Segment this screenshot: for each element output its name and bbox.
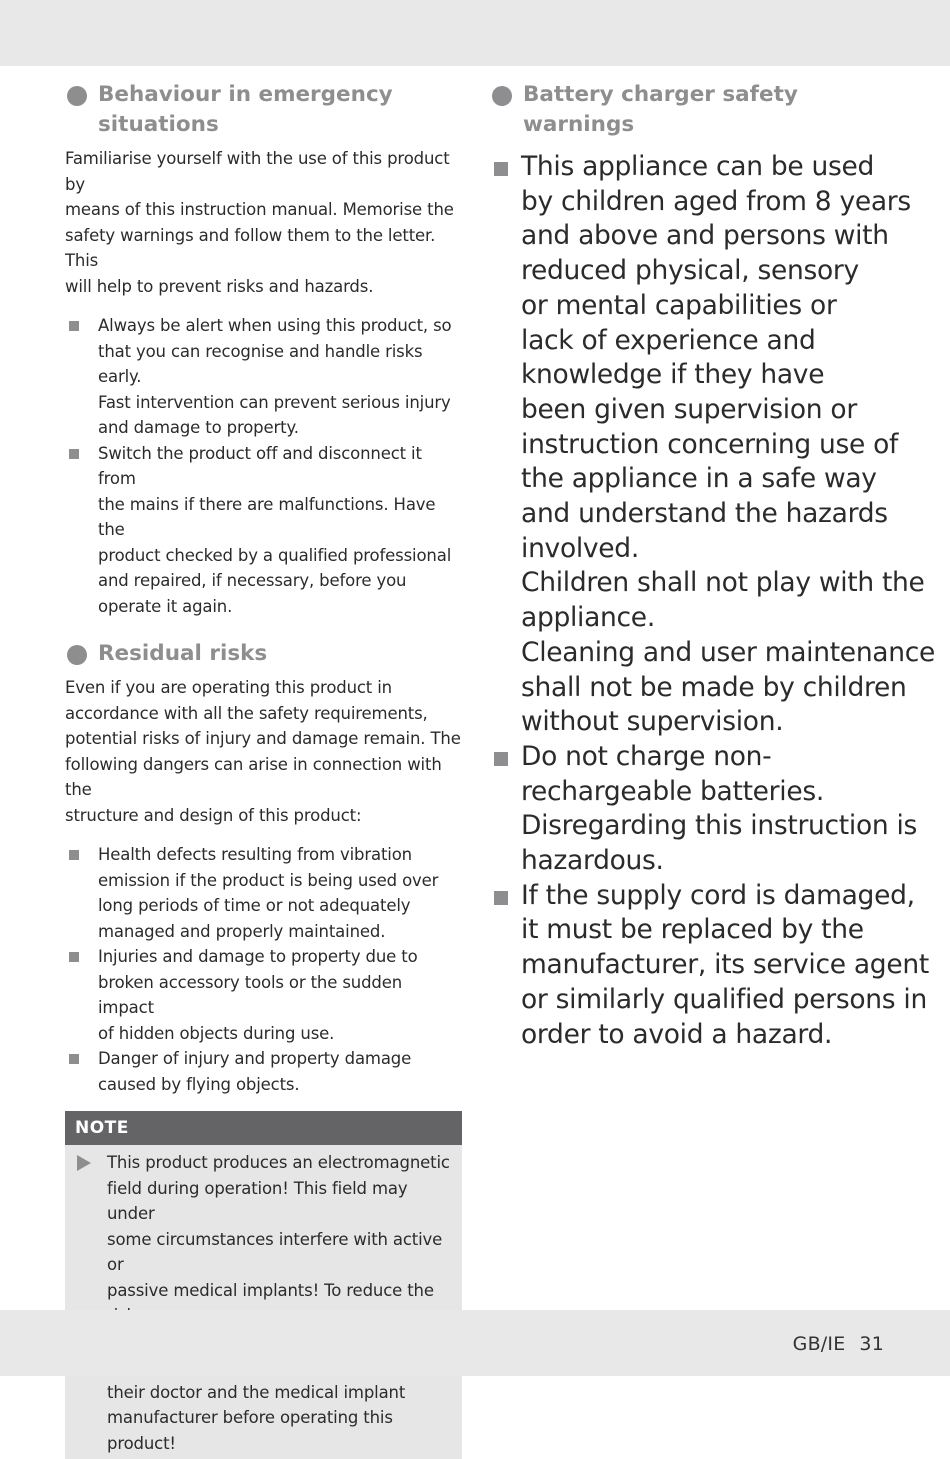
text-line: it must be replaced by the xyxy=(521,914,864,946)
text-line: manufacturer before operating this product! xyxy=(107,1408,393,1453)
text-line: Even if you are operating this product in xyxy=(65,678,392,697)
list-item xyxy=(65,944,462,1046)
text-line: or mental capabilities or xyxy=(521,289,837,321)
square-bullet-icon xyxy=(494,162,508,176)
text-line: Danger of injury and property damage xyxy=(98,1049,412,1068)
text-line: potential risks of injury and damage remain. The xyxy=(65,729,461,748)
text-line: Injuries and damage to property due to xyxy=(98,947,418,966)
section-heading-residual-risks xyxy=(65,639,462,669)
text-line: manufacturer, its service agent xyxy=(521,949,929,981)
text-line: operate it again. xyxy=(98,596,233,616)
text-line: and understand the hazards xyxy=(521,498,888,530)
text-line: of hidden objects during use. xyxy=(98,1023,335,1043)
text-line: some circumstances interfere with active or xyxy=(107,1229,443,1274)
text-line: instruction concerning use of xyxy=(521,428,899,460)
text-line: If the supply cord is damaged, xyxy=(521,879,915,911)
list-item xyxy=(490,740,918,879)
triangle-bullet-icon xyxy=(77,1155,91,1171)
heading-line: situations xyxy=(98,112,219,137)
text-line: that you can recognise and handle risks early. xyxy=(98,341,423,386)
list-item xyxy=(490,879,929,1053)
text-line: product checked by a qualified professional xyxy=(98,545,452,565)
list-item xyxy=(490,150,936,740)
text-line: rechargeable batteries. xyxy=(521,775,824,807)
text-line: the appliance in a safe way xyxy=(521,463,877,495)
paragraph-residual-risks xyxy=(65,675,462,828)
text-line: Fast intervention can prevent serious injury xyxy=(98,392,451,412)
text-line: hazardous. xyxy=(521,845,664,877)
bullet-dot-icon xyxy=(67,86,87,106)
paragraph-emergency xyxy=(65,146,462,299)
square-bullet-icon xyxy=(69,850,79,860)
text-line: lack of experience and xyxy=(521,324,816,356)
heading-line: Battery charger safety xyxy=(523,82,798,107)
square-bullet-icon xyxy=(69,449,79,459)
bullet-dot-icon xyxy=(492,86,512,106)
text-line: Do not charge non- xyxy=(521,740,772,772)
text-line: appliance. xyxy=(521,602,655,634)
text-line: field during operation! This field may under xyxy=(107,1178,408,1223)
section-heading-emergency xyxy=(65,80,462,140)
text-line: emission if the product is being used over xyxy=(98,870,439,890)
text-line: Switch the product off and disconnect it from xyxy=(98,443,422,488)
heading-line: Behaviour in emergency xyxy=(98,82,393,107)
text-line: their doctor and the medical implant xyxy=(107,1382,406,1402)
text-line: been given supervision or xyxy=(521,393,857,425)
note-box xyxy=(65,1111,462,1459)
page-header-band xyxy=(0,0,950,66)
text-line: and repaired, if necessary, before you xyxy=(98,571,407,590)
square-bullet-icon xyxy=(69,1054,79,1064)
square-bullet-icon xyxy=(69,321,79,331)
text-line: Health defects resulting from vibration xyxy=(98,845,412,864)
footer-region: GB/IE xyxy=(792,1333,846,1355)
note-body xyxy=(65,1145,462,1459)
text-line: and above and persons with xyxy=(521,220,889,252)
text-line: by children aged from 8 years xyxy=(521,185,911,217)
heading-line: warnings xyxy=(523,112,635,137)
text-line: structure and design of this product: xyxy=(65,805,362,825)
residual-risks-bullet-list xyxy=(65,842,462,1097)
text-line: Disregarding this instruction is xyxy=(521,810,918,842)
square-bullet-icon xyxy=(69,952,79,962)
right-column xyxy=(490,80,936,1052)
text-line: broken accessory tools or the sudden impact xyxy=(98,972,403,1017)
text-line: knowledge if they have xyxy=(521,359,825,391)
text-line: reduced physical, sensory xyxy=(521,255,859,287)
text-line: Familiarise yourself with the use of this product by xyxy=(65,149,450,194)
heading-line: Residual risks xyxy=(98,641,268,666)
text-line: without supervision. xyxy=(521,706,784,738)
text-line: safety warnings and follow them to the letter. This xyxy=(65,225,436,270)
text-line: Always be alert when using this product, so xyxy=(98,316,452,335)
square-bullet-icon xyxy=(494,752,508,766)
section-heading-battery-charger xyxy=(490,80,910,140)
text-line: order to avoid a hazard. xyxy=(521,1018,833,1050)
text-line: Cleaning and user maintenance xyxy=(521,636,936,668)
text-line: will help to prevent risks and hazards. xyxy=(65,276,374,296)
text-line: accordance with all the safety requirements, xyxy=(65,703,428,723)
text-line: Children shall not play with the xyxy=(521,567,925,599)
text-line: caused by flying objects. xyxy=(98,1074,300,1094)
battery-charger-bullet-list xyxy=(490,150,936,1052)
emergency-bullet-list xyxy=(65,313,462,619)
list-item xyxy=(65,1046,462,1097)
bullet-dot-icon xyxy=(67,645,87,665)
text-line: long periods of time or not adequately xyxy=(98,896,411,915)
list-item xyxy=(65,441,462,620)
text-line: the mains if there are malfunctions. Have the xyxy=(98,494,436,539)
text-line: managed and properly maintained. xyxy=(98,921,386,941)
text-line: This product produces an electromagnetic xyxy=(107,1153,450,1172)
text-line: means of this instruction manual. Memorise the xyxy=(65,200,454,219)
text-line: or similarly qualified persons in xyxy=(521,983,927,1015)
list-item xyxy=(65,842,462,944)
text-line: following dangers can arise in connection with the xyxy=(65,754,442,799)
text-line: This appliance can be used xyxy=(521,151,875,182)
square-bullet-icon xyxy=(494,891,508,905)
left-column xyxy=(65,80,462,1459)
page-number: 31 xyxy=(859,1333,884,1355)
list-item xyxy=(65,313,462,441)
text-line: passive medical implants! To reduce the xyxy=(107,1280,434,1300)
text-line: involved. xyxy=(521,532,639,564)
text-line: shall not be made by children xyxy=(521,671,907,703)
page-footer xyxy=(793,1333,884,1355)
text-line: and damage to property. xyxy=(98,418,299,437)
note-label: NOTE xyxy=(65,1111,462,1145)
